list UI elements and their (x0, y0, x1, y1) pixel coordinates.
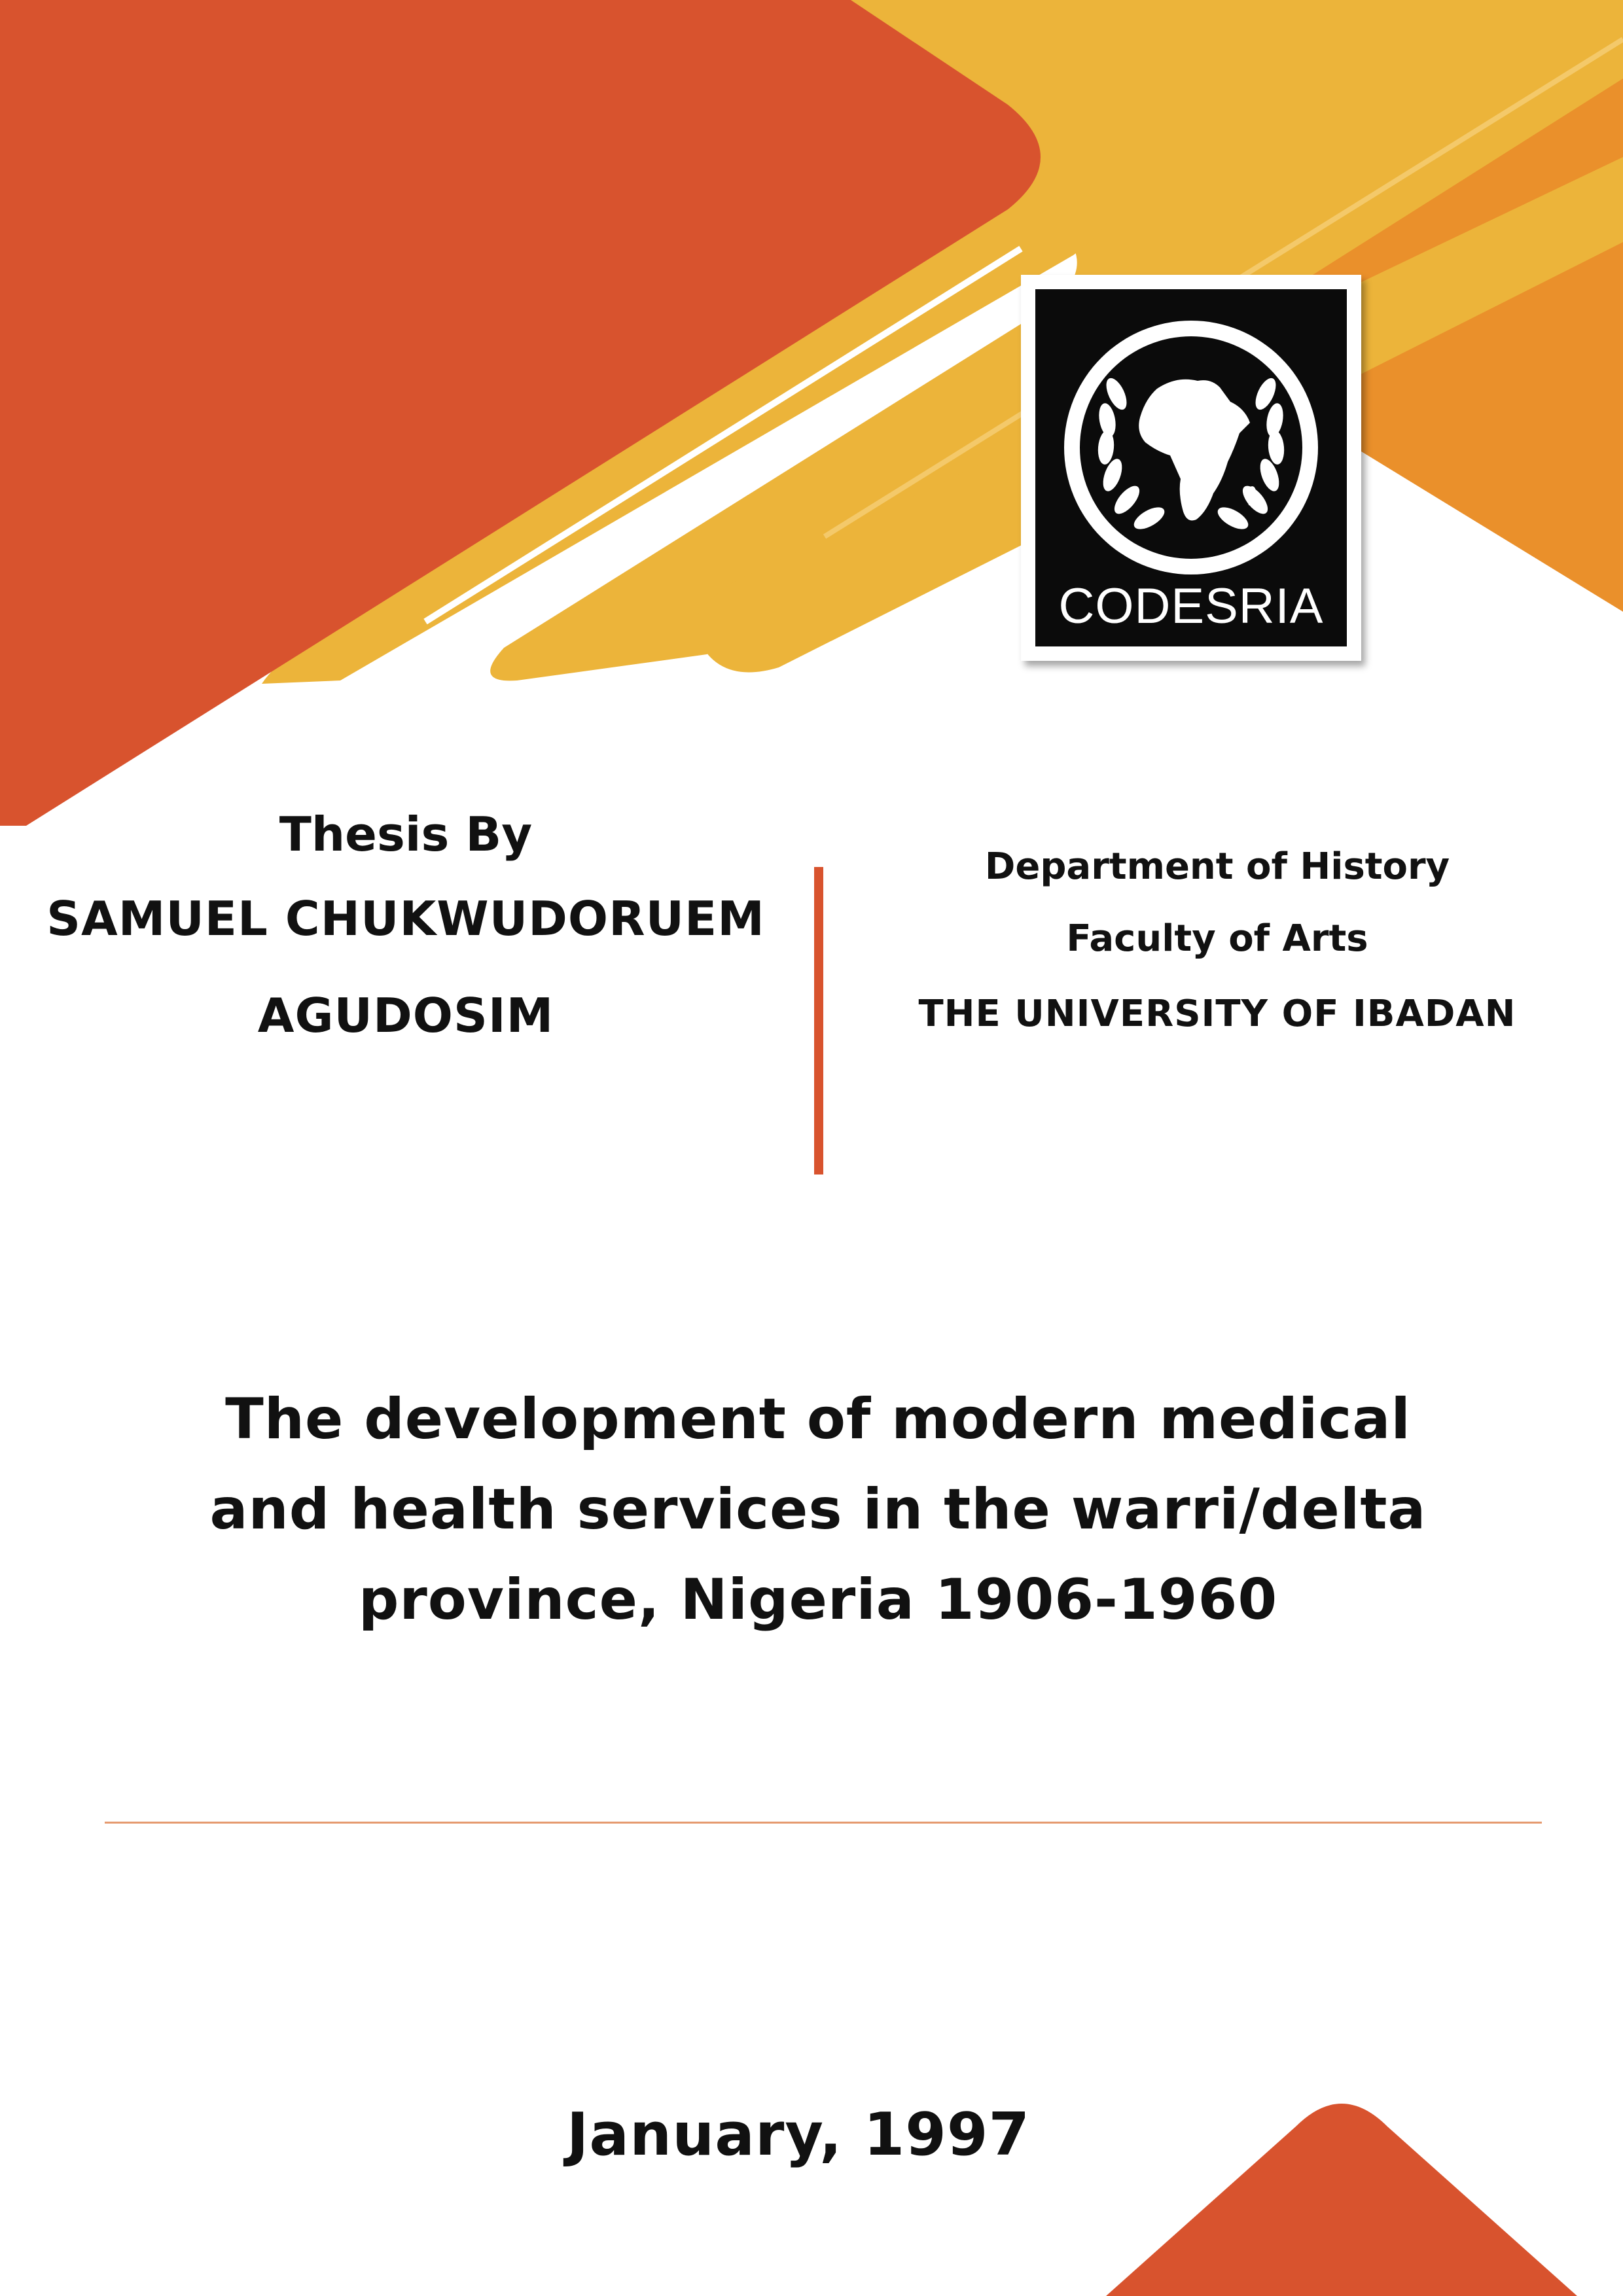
author-name-line2: AGUDOSIM (257, 988, 554, 1043)
faculty-name: Faculty of Arts (1066, 917, 1368, 960)
thesis-title-line3: province, Nigeria 1906-1960 (358, 1567, 1278, 1633)
horizontal-divider (105, 1822, 1542, 1824)
thesis-by-heading: Thesis By (279, 807, 533, 862)
department-name: Department of History (984, 845, 1450, 888)
institution-block (870, 831, 1564, 1053)
africa-laurel-emblem-icon (1059, 315, 1323, 580)
thesis-title (105, 1374, 1531, 1645)
author-name-line1: SAMUEL CHUKWUDORUEM (46, 891, 765, 946)
vertical-divider (814, 867, 823, 1174)
logo-background (1035, 289, 1347, 646)
codesria-logo (1021, 275, 1361, 661)
university-name: THE UNIVERSITY OF IBADAN (918, 993, 1516, 1035)
thesis-title-line2: and health services in the warri/delta (209, 1477, 1427, 1542)
logo-wordmark: CODESRIA (1058, 578, 1324, 634)
thesis-title-line1: The development of modern medical (225, 1386, 1411, 1452)
thesis-date: January, 1997 (566, 2100, 1031, 2169)
author-block (20, 798, 792, 1064)
